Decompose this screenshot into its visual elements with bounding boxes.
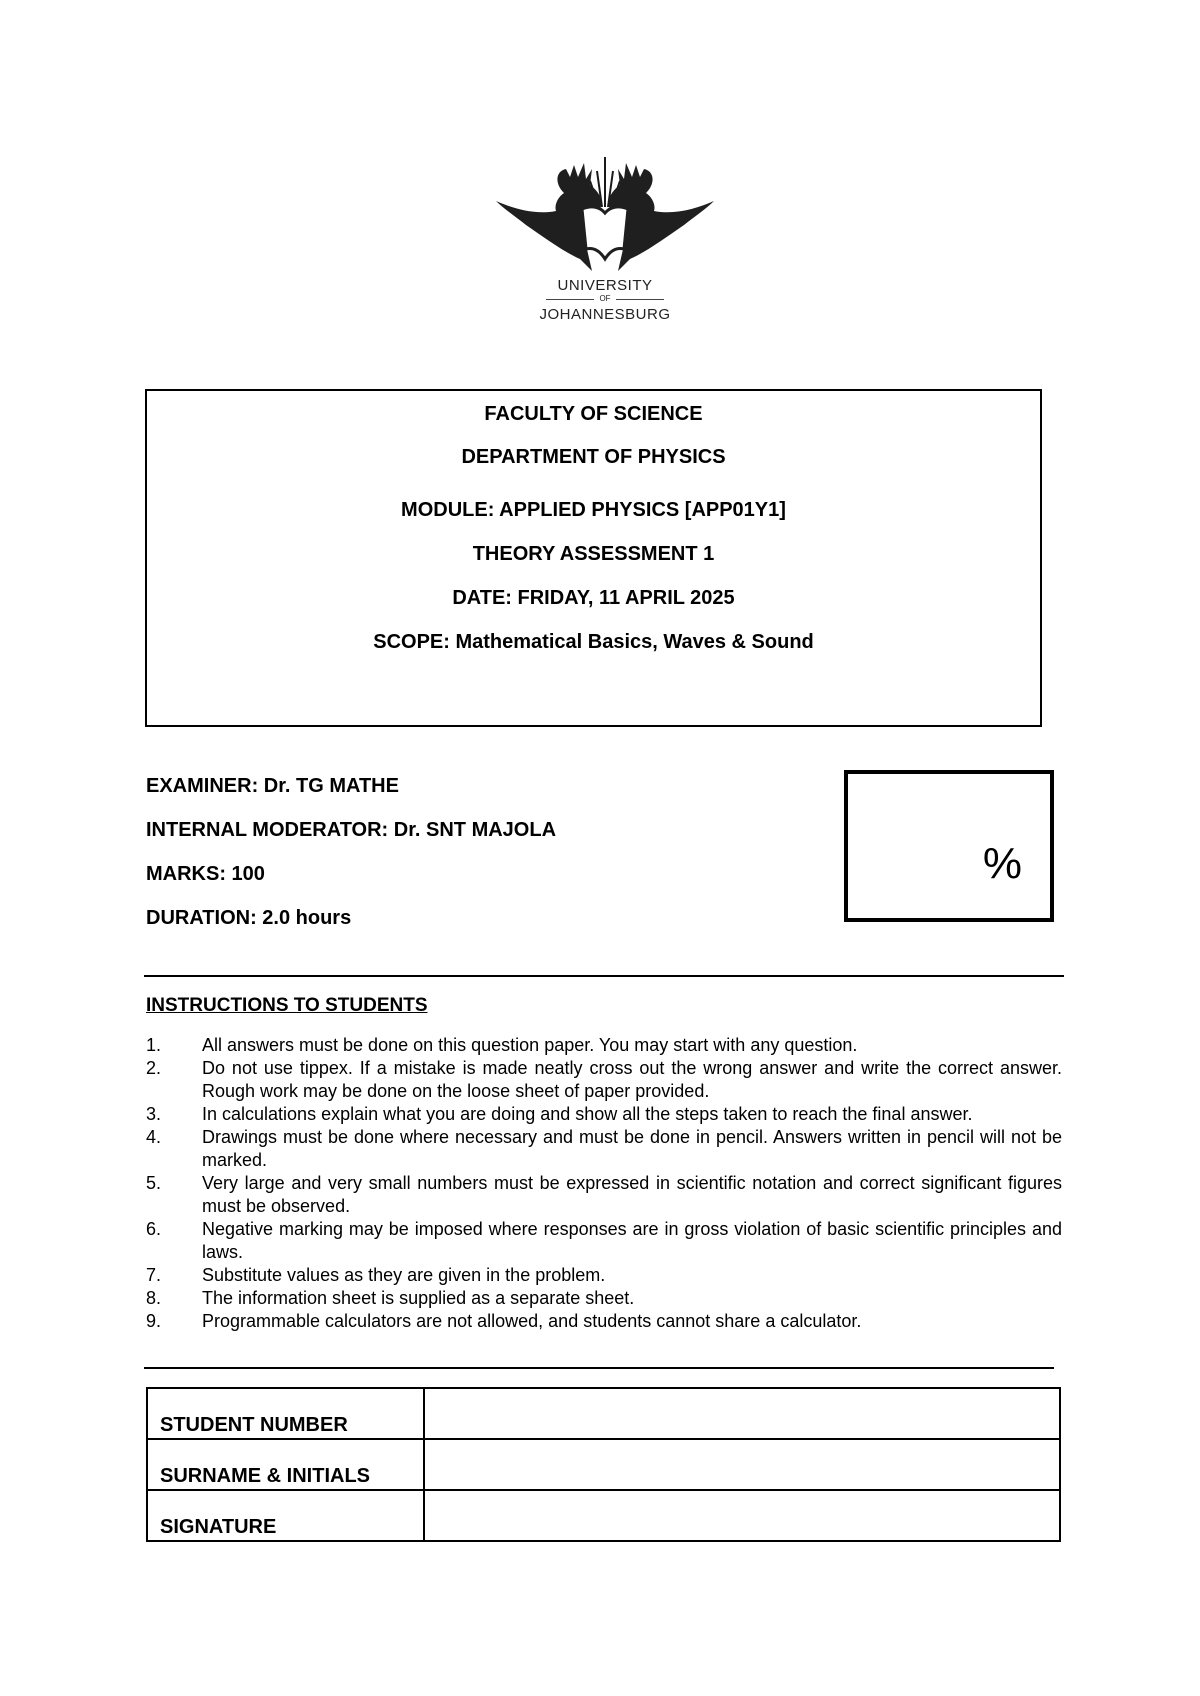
- instructions-list: [146, 1034, 1062, 1333]
- signature-label: SIGNATURE: [147, 1490, 424, 1541]
- exam-header-box: [145, 389, 1042, 727]
- instruction-item: 5. Very large and very small numbers must be expressed in scientific notation and correct significant figures must be observed.: [146, 1173, 1062, 1216]
- logo-line-university: UNIVERSITY: [557, 277, 653, 294]
- instruction-item: 8. The information sheet is supplied as a separate sheet.: [146, 1288, 635, 1308]
- table-row: [147, 1439, 1060, 1490]
- logo-line-johannesburg: JOHANNESBURG: [539, 306, 671, 323]
- department-title: DEPARTMENT OF PHYSICS: [461, 446, 726, 468]
- instruction-item: 1. All answers must be done on this question paper. You may start with any question.: [146, 1035, 858, 1055]
- divider-top: [144, 975, 1064, 977]
- university-logo: [496, 155, 714, 340]
- instruction-item: 4. Drawings must be done where necessary and must be done in pencil. Answers written in pencil will not be marked.: [146, 1127, 1062, 1170]
- surname-field[interactable]: [424, 1439, 1060, 1490]
- instructions-title: INSTRUCTIONS TO STUDENTS: [146, 995, 428, 1016]
- instruction-item: 9. Programmable calculators are not allowed, and students cannot share a calculator.: [146, 1311, 862, 1331]
- duration-line: DURATION: 2.0 hours: [146, 907, 352, 929]
- percent-symbol: %: [982, 839, 1022, 888]
- instruction-item: 3. In calculations explain what you are doing and show all the steps taken to reach the final answer.: [146, 1104, 973, 1124]
- faculty-title: FACULTY OF SCIENCE: [484, 403, 703, 425]
- student-number-field[interactable]: [424, 1388, 1060, 1439]
- student-number-label: STUDENT NUMBER: [147, 1388, 424, 1439]
- score-box: [844, 770, 1054, 922]
- marks-line: MARKS: 100: [146, 863, 265, 885]
- assessment-title: THEORY ASSESSMENT 1: [472, 543, 715, 565]
- moderator-line: INTERNAL MODERATOR: Dr. SNT MAJOLA: [146, 819, 557, 841]
- exam-date: DATE: FRIDAY, 11 APRIL 2025: [452, 587, 735, 609]
- module-title: MODULE: APPLIED PHYSICS [APP01Y1]: [401, 499, 786, 521]
- instruction-item: 6. Negative marking may be imposed where responses are in gross violation of basic scientific principles and laws.: [146, 1219, 1062, 1262]
- instruction-item: 7. Substitute values as they are given in the problem.: [146, 1265, 606, 1285]
- signature-field[interactable]: [424, 1490, 1060, 1541]
- logo-birds-icon: [496, 155, 714, 275]
- logo-of-text: OF: [599, 294, 611, 303]
- instruction-item: 2. Do not use tippex. If a mistake is made neatly cross out the wrong answer and write the correct answer. Rough work may be done on the loose sheet of paper provided.: [146, 1058, 1062, 1101]
- logo-line-of: [496, 294, 714, 304]
- table-row: [147, 1490, 1060, 1541]
- table-row: [147, 1388, 1060, 1439]
- surname-label: SURNAME & INITIALS: [147, 1439, 424, 1490]
- divider-bottom: [144, 1367, 1054, 1369]
- student-details-table: [146, 1387, 1061, 1542]
- exam-scope: SCOPE: Mathematical Basics, Waves & Sound: [373, 631, 814, 653]
- examiner-line: EXAMINER: Dr. TG MATHE: [146, 775, 399, 797]
